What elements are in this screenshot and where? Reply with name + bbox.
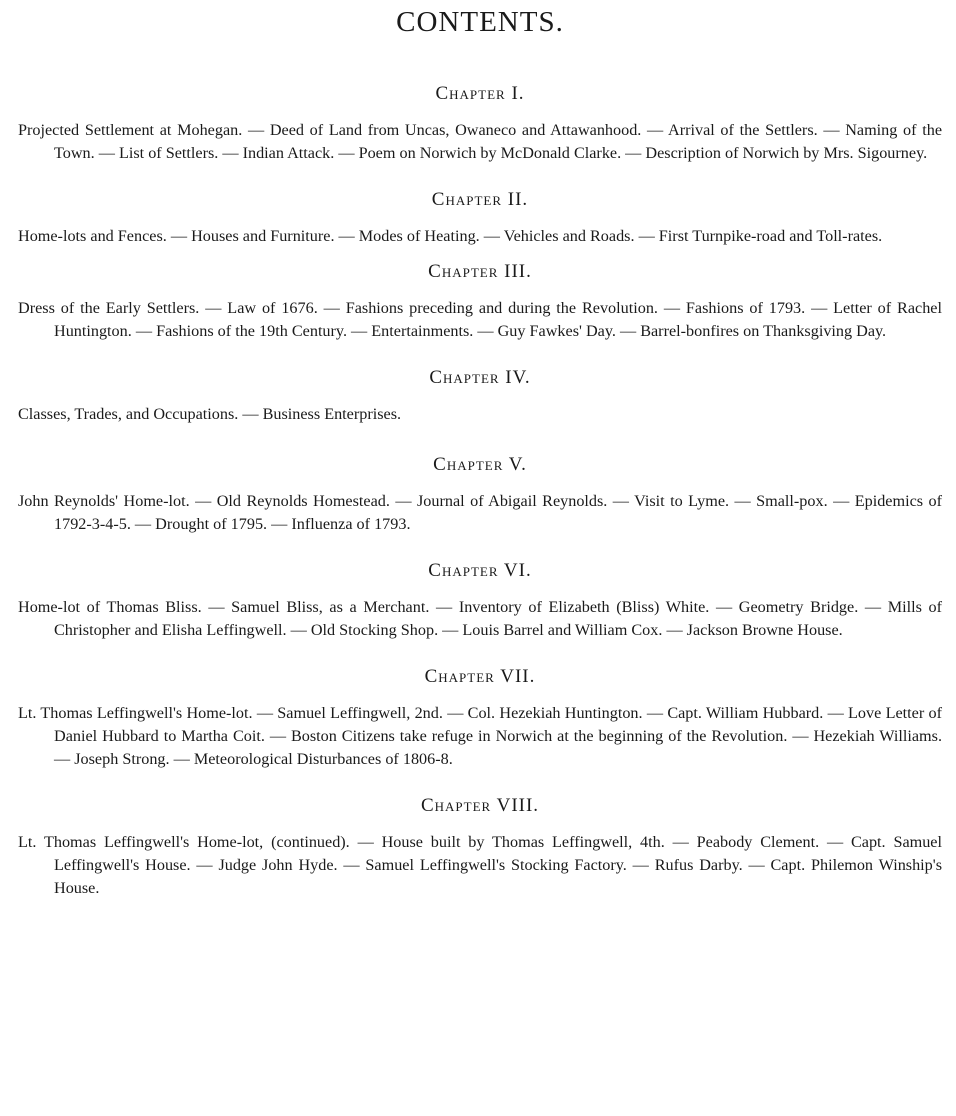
page-title: CONTENTS. [396,6,564,38]
chapter-2-heading: Chapter II. [431,189,529,210]
chapter-8-summary: Lt. Thomas Leffingwell's Home-lot, (continued). — House built by Thomas Leffingwell, 4th. — Peabody Clement. — Capt. Samuel Leffingwell's House. — Judge John Hyde. — Samuel Leffingwell's Stocking Factory. — Rufus Darby. — Capt. Philemon Winship's House. [18,833,942,897]
chapter-8-heading: Chapter VIII. [420,795,540,816]
chapter-5-summary: John Reynolds' Home-lot. — Old Reynolds Homestead. — Journal of Abigail Reynolds. — Visit to Lyme. — Small-pox. — Epidemics of 1792-3-4-5. — Drought of 1795. — Influenza of 1793. [18,492,942,533]
chapter-8 [18,795,942,900]
chapter-3-summary: Dress of the Early Settlers. — Law of 1676. — Fashions preceding and during the Revolution. — Fashions of 1793. — Letter of Rachel Huntington. — Fashions of the 19th Century. — Entertainments. — Guy Fawkes' Day. — Barrel-bonfires on Thanksgiving Day. [18,299,942,340]
chapter-7-summary: Lt. Thomas Leffingwell's Home-lot. — Samuel Leffingwell, 2nd. — Col. Hezekiah Huntington. — Capt. William Hubbard. — Love Letter of Daniel Hubbard to Martha Coit. — Boston Citizens take refuge in Norwich at the beginning of the Revolution. — Hezekiah Williams. — Joseph Strong. — Meteorological Disturbances of 1806-8. [18,704,942,768]
chapter-6-summary: Home-lot of Thomas Bliss. — Samuel Bliss, as a Merchant. — Inventory of Elizabeth (Bliss) White. — Geometry Bridge. — Mills of Christopher and Elisha Leffingwell. — Old Stocking Shop. — Louis Barrel and William Cox. — Jackson Browne House. [18,598,942,639]
chapter-5-heading: Chapter V. [433,454,527,475]
chapter-3-heading: Chapter III. [428,261,532,282]
chapter-1-heading: Chapter I. [435,83,525,104]
chapter-5 [18,454,942,536]
chapter-7 [18,666,942,771]
chapter-2 [18,189,942,248]
chapter-4-heading: Chapter IV. [429,367,531,388]
chapter-6-heading: Chapter VI. [428,560,532,581]
chapter-1 [18,83,942,165]
chapter-3 [18,261,942,343]
chapter-7-heading: Chapter VII. [424,666,536,687]
chapter-6 [18,560,942,642]
chapter-4 [18,367,942,426]
chapter-4-summary: Classes, Trades, and Occupations. — Business Enterprises. [18,405,402,423]
chapter-2-summary: Home-lots and Fences. — Houses and Furniture. — Modes of Heating. — Vehicles and Roads. — First Turnpike-road and Toll-rates. [18,227,883,245]
chapter-1-summary: Projected Settlement at Mohegan. — Deed of Land from Uncas, Owaneco and Attawanhood. — Arrival of the Settlers. — Naming of the Town. — List of Settlers. — Indian Attack. — Poem on Norwich by McDonald Clarke. — Description of Norwich by Mrs. Sigourney. [18,121,942,162]
